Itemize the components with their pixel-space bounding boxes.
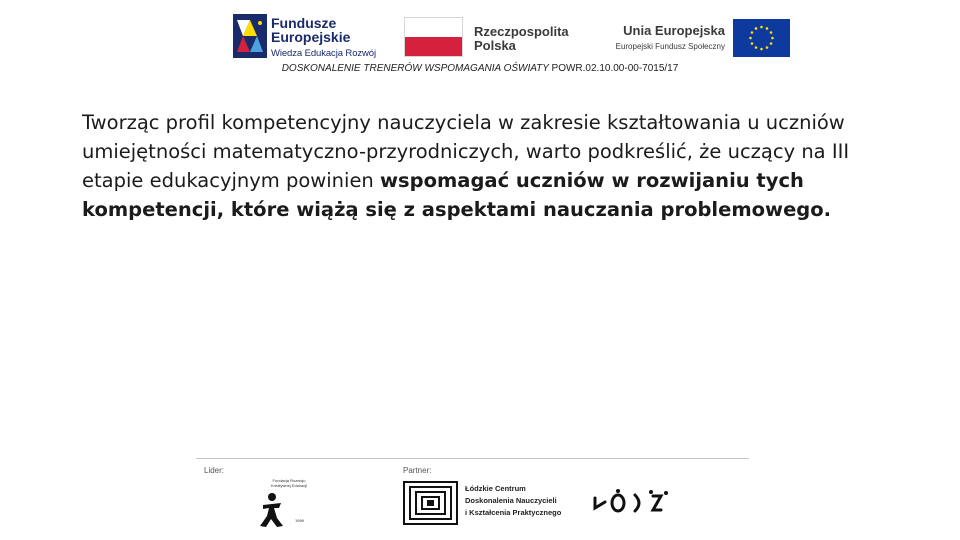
eu-star-icon [771, 37, 774, 40]
partner-line-3: i Kształcenia Praktycznego [465, 508, 562, 517]
lider-label: Lider: [204, 466, 225, 475]
unia-europejska-logo [600, 19, 790, 59]
lodz-city-logo-icon [591, 488, 671, 516]
eu-star-icon [770, 42, 773, 45]
eu-star-icon [760, 26, 763, 29]
lider-logo-since: 1999 [295, 518, 304, 523]
eu-star-icon [749, 37, 752, 40]
partner-line-1: Łódzkie Centrum [465, 484, 526, 493]
eu-star-icon [755, 27, 758, 30]
eu-star-icon [760, 48, 763, 51]
main-text-bold: wspomagać uczniów w rozwijaniu tych kompetencji, które wiążą się z aspektami nauczania problemowego. [82, 169, 832, 221]
partner-line-2: Doskonalenia Nauczycieli [465, 496, 557, 505]
lider-logo-text: Fundacja Rozwoju Kreatywnej Edukacji [270, 478, 308, 488]
rp-line-1: Rzeczpospolita [474, 24, 569, 39]
eu-star-icon [766, 46, 769, 49]
partner-label: Partner: [403, 466, 432, 475]
project-code: POWR.02.10.00-00-7015/17 [551, 63, 679, 74]
rzeczpospolita-polska-logo [404, 17, 579, 59]
project-title: DOSKONALENIE TRENERÓW WSPOMAGANIA OŚWIATY [281, 63, 549, 74]
walking-figure-icon [257, 492, 287, 528]
eu-flag-icon [733, 19, 790, 57]
fe-line-1: Fundusze [271, 15, 337, 31]
nested-squares-icon [403, 481, 458, 525]
polish-flag-icon [404, 17, 463, 57]
lcdnikp-logo [403, 481, 563, 525]
ue-line-1: Unia Europejska [623, 23, 725, 38]
eu-star-icon [751, 42, 754, 45]
eu-star-icon [766, 27, 769, 30]
eu-star-icon [755, 46, 758, 49]
fe-line-3: Wiedza Edukacja Rozwój [271, 48, 376, 59]
fundusze-europejskie-logo [233, 14, 378, 58]
fundusze-europejskie-emblem-icon [233, 14, 267, 58]
footer-divider [196, 458, 749, 459]
fe-line-2: Europejskie [271, 29, 351, 45]
ue-line-2: Europejski Fundusz Społeczny [615, 42, 725, 51]
project-title-line [0, 63, 960, 75]
main-paragraph [82, 108, 902, 224]
main-text-regular: Tworząc profil kompetencyjny nauczyciela w zakresie kształtowania u uczniów umiejętności matematyczno-przyrodniczych, warto podkreślić, że uczący na III etapie edukacyjnym powinien [82, 111, 850, 192]
lider-logo [257, 478, 317, 528]
eu-star-icon [770, 31, 773, 34]
rp-line-2: Polska [474, 38, 516, 53]
eu-star-icon [751, 31, 754, 34]
